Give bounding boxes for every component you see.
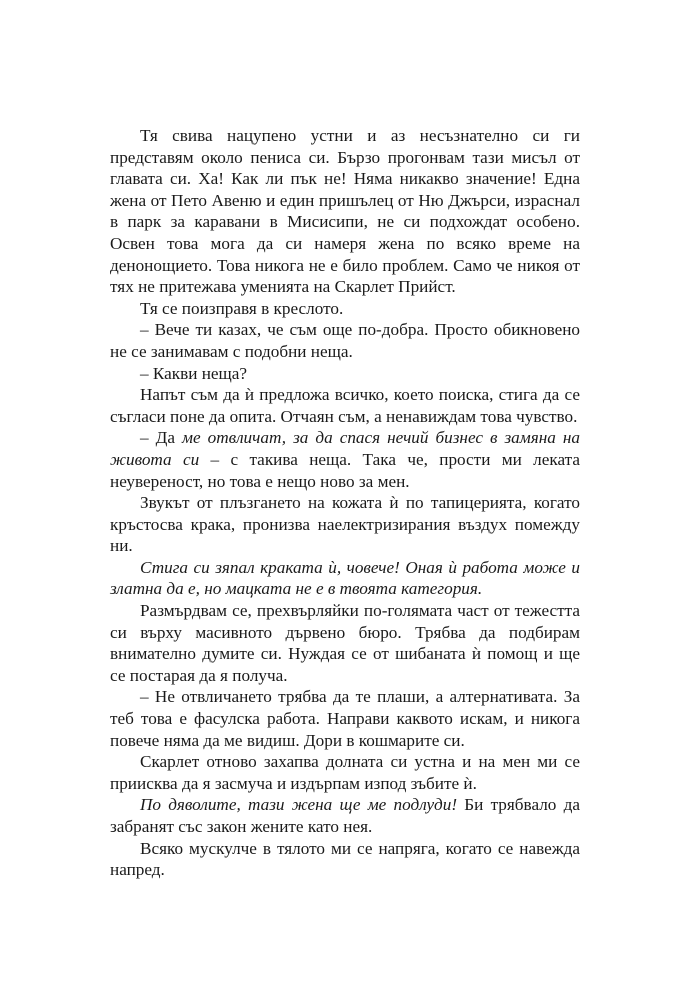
paragraph bbox=[110, 363, 580, 385]
text-segment: Звукът от плъзгането на кожата ѝ по тапицерията, когато кръстосва крака, пронизва наелектризирания въздух помежду ни. bbox=[110, 493, 580, 556]
paragraph bbox=[110, 319, 580, 362]
paragraph bbox=[110, 600, 580, 686]
paragraph bbox=[110, 384, 580, 427]
text-segment: Би трябвало да забранят със закон жените като нея. bbox=[110, 795, 580, 836]
text-segment: Тя се поизправя в креслото. bbox=[140, 298, 344, 318]
italic-text: По дяволите, тази жена ще ме подлуди! bbox=[140, 795, 458, 815]
paragraph bbox=[110, 751, 580, 794]
paragraph bbox=[110, 794, 580, 837]
paragraph bbox=[110, 298, 580, 320]
paragraph bbox=[110, 686, 580, 751]
text-segment: – с такива неща. Така че, прости ми леката неувереност, но това е нещо ново за мен. bbox=[110, 449, 580, 491]
text-segment: – Да bbox=[140, 428, 182, 448]
text-segment: Размърдвам се, прехвърляйки по-голямата част от тежестта си върху масивното дървено бюро. Трябва да подбирам внимателно думите си. Нуждая се от шибаната ѝ помощ и ще се постарая да я получа. bbox=[110, 601, 580, 685]
text-segment: Напът съм да ѝ предложа всичко, което поиска, стига да се съгласи поне да опита. Отчаян съм, а ненавиждам това чувство. bbox=[110, 385, 580, 426]
text-segment: – Какви неща? bbox=[140, 363, 248, 383]
text-segment: Скарлет отново захапва долната си устна и на мен ми се приисква да я засмуча и издърпам изпод зъбите ѝ. bbox=[110, 752, 580, 793]
paragraph bbox=[110, 427, 580, 492]
book-page-body bbox=[110, 125, 580, 881]
text-segment: – Не отвличането трябва да те плаши, а алтернативата. За теб това е фасулска работа. Направи каквото искам, и никога повече няма да ме видиш. Дори в кошмарите си. bbox=[110, 687, 580, 750]
text-segment: – Вече ти казах, че съм още по-добра. Просто обикновено не се занимавам с подобни неща. bbox=[110, 320, 580, 361]
paragraph bbox=[110, 125, 580, 298]
italic-text: ме отвличат, за да спася нечий бизнес в замяна на живота си bbox=[110, 428, 580, 469]
paragraph bbox=[110, 492, 580, 557]
text-segment: Тя свива нацупено устни и аз несъзнателно си ги представям около пениса си. Бързо прогонвам тази мисъл от главата си. Ха! Как ли пък не! Няма никакво значение! Една жена от Пето Авеню и един пришълец от Ню Джърси, израснал в парк за каравани в Мисисипи, не си подхождат особено. Освен това мога да си намеря жена по всяко време на денонощието. Това никога не е било проблем. Само че никоя от тях не притежава уменията на Скарлет Прийст. bbox=[110, 126, 580, 297]
text-segment: Всяко мускулче в тялото ми се напряга, когато се навежда напред. bbox=[110, 838, 580, 880]
italic-text: Стига си зяпал краката ѝ, човече! Оная ѝ работа може и златна да е, но мацката не е в твоята категория. bbox=[110, 557, 580, 599]
paragraph bbox=[110, 838, 580, 881]
paragraph bbox=[110, 557, 580, 600]
